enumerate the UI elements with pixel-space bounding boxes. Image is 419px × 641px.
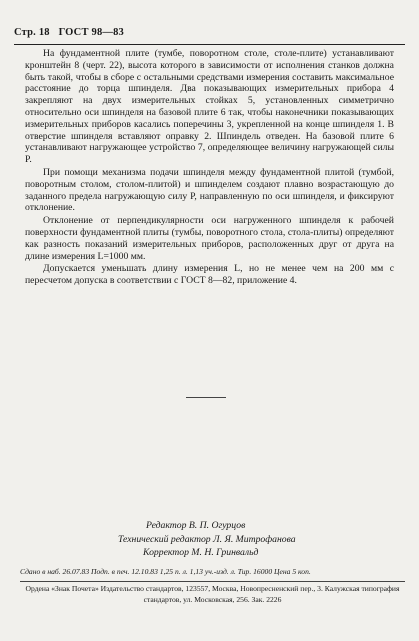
publisher-info: Ордена «Знак Почета» Издательство стандартов, 123557, Москва, Новопресненский пер., 3. Калужская типография стандартов, ул. Московская, 256. Зак. 2226 bbox=[25, 584, 400, 604]
paragraph: При помощи механизма подачи шпинделя между фундаментной плитой (тумбой, поворотным столом, столом-плитой) и шпинделем создают плавно возрастающую до заданного предела нагружающую силу P, направленную по оси шпинделя, и фиксируют отклонение. bbox=[25, 166, 394, 214]
print-rule bbox=[20, 581, 405, 582]
proofreader: Корректор М. Н. Гринвальд bbox=[143, 547, 259, 558]
credits bbox=[100, 519, 400, 560]
page-header bbox=[14, 27, 405, 43]
tech-editor: Технический редактор Л. Я. Митрофанова bbox=[118, 533, 296, 545]
paragraph: На фундаментной плите (тумбе, поворотном столе, столе-плите) устанавливают кронштейн 8 (черт. 22), высота которого в зависимости от исполнения станков должна быть такой, чтобы в сборе с остальными средствами измерения составить максимальное расстояние до торца шпинделя. Два показывающих измерительных прибора 4 закрепляют на двух измерительных стойках 5, установленных симметрично относительно оси шпинделя на базовой плите 6 так, чтобы наконечники показывающих измерительных приборов касались поперечины 3, укрепленной на конце шпинделя 1. В отверстие шпинделя вставляют оправку 2. Шпиндель отведен. На базовой плите 6 устанавливают нагружающее устройство 7, определяющее величину нагружающей силы P. bbox=[25, 48, 394, 166]
page-number: Стр. 18 bbox=[14, 27, 50, 38]
paragraph: Отклонение от перпендикулярности оси нагруженного шпинделя к рабочей поверхности фундаментной плиты (тумбы, поворотного стола, стола-плиты) определяют как разность показаний измерительных приборов, расположенных друг от друга на длине измерения L=1000 мм. bbox=[25, 215, 394, 262]
standard-code: ГОСТ 98—83 bbox=[58, 27, 124, 38]
header-rule bbox=[14, 44, 405, 45]
body-text bbox=[25, 48, 394, 287]
editor: Редактор В. П. Огурцов bbox=[146, 520, 246, 531]
paragraph: Допускается уменьшать длину измерения L, но не менее чем на 200 мм с пересчетом допуска в соответствии с ГОСТ 8—82, приложение 4. bbox=[25, 263, 394, 287]
end-rule bbox=[186, 397, 226, 398]
print-info: Сдано в наб. 26.07.83 Подп. в печ. 12.10.83 1,25 п. л. 1,13 уч.-изд. л. Тир. 16000 Цена 5 коп. bbox=[20, 567, 311, 576]
